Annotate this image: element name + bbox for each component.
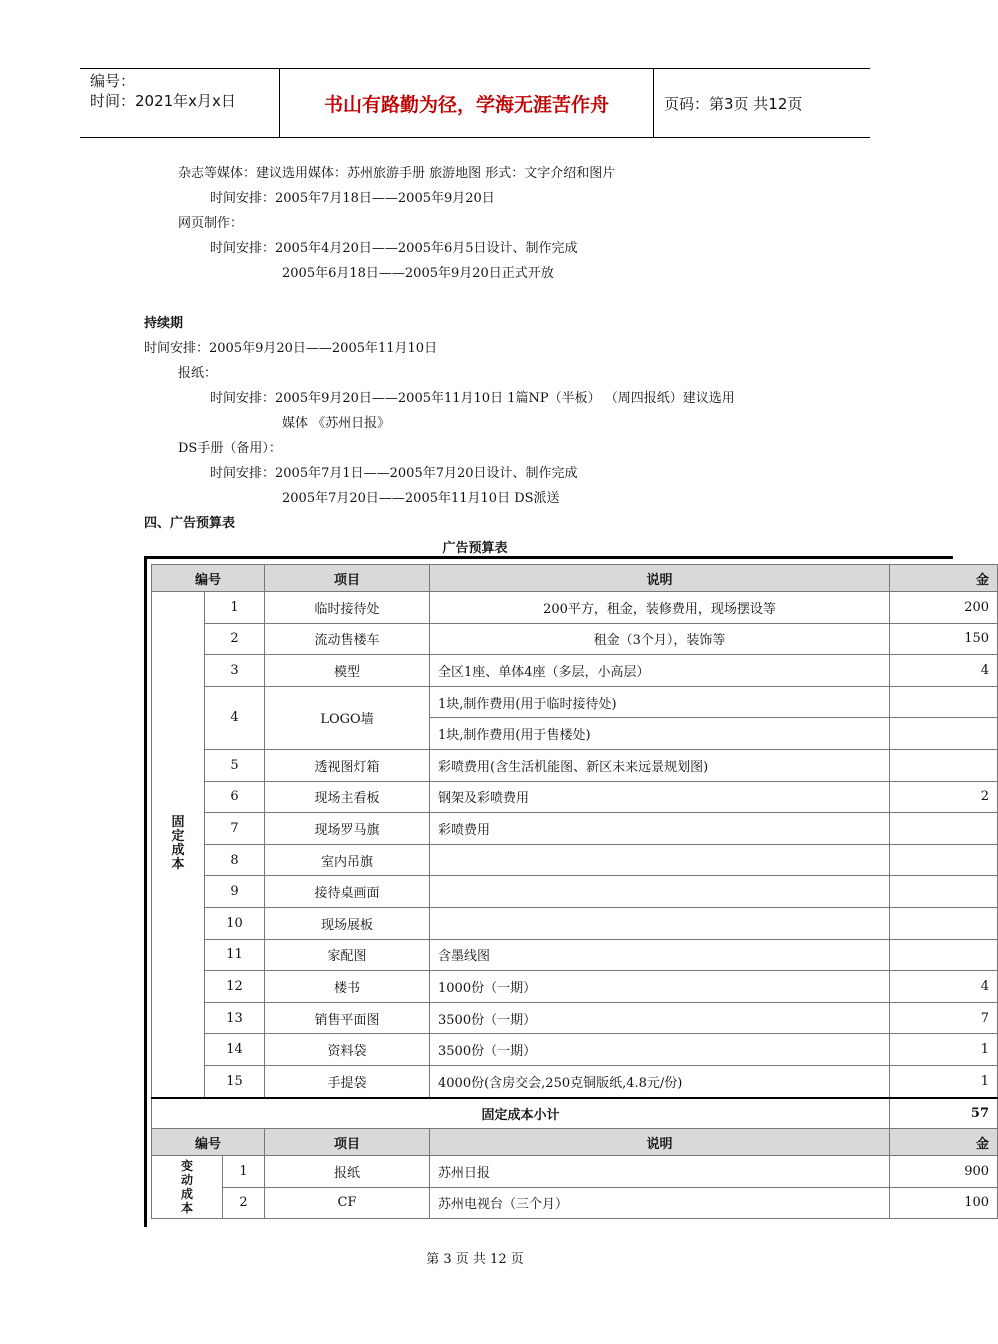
row-amount: 1 [890,1034,998,1066]
body-line: 网页制作： [178,216,244,231]
header-amount: 金 [890,565,998,592]
group-label-char: 定 [171,829,185,845]
row-amount: 100 [890,1187,998,1219]
table-header-row [152,565,998,592]
page-footer: 第 3 页 共 12 页 [426,1252,524,1267]
row-item: 临时接待处 [265,592,430,624]
row-amount [890,749,998,781]
row-desc: 1块,制作费用(用于临时接待处) [430,686,890,718]
row-amount: 7 [890,1002,998,1034]
row-desc: 200平方，租金，装修费用，现场摆设等 [430,592,890,624]
body-line: 时间安排：2005年7月18日——2005年9月20日 [210,191,495,206]
row-item: 流动售楼车 [265,623,430,655]
row-desc: 3500份（一期） [430,1002,890,1034]
row-item: 模型 [265,655,430,687]
row-no: 13 [205,1002,265,1034]
header-desc: 说明 [430,565,890,592]
row-no: 10 [205,907,265,939]
row-amount: 150 [890,623,998,655]
row-no: 14 [205,1034,265,1066]
row-desc: 全区1座、单体4座（多层，小高层） [430,655,890,687]
header-desc: 说明 [430,1129,890,1156]
row-item: 现场展板 [265,907,430,939]
body-line: 报纸： [178,366,218,381]
group-label-char: 本 [180,1201,193,1216]
row-no: 12 [205,971,265,1003]
body-line: 杂志等媒体：建议选用媒体：苏州旅游手册 旅游地图 形式：文字介绍和图片 [178,166,616,181]
table-row [152,907,998,939]
table-row [152,813,998,845]
body-line: 时间安排：2005年9月20日——2005年11月10日 [144,341,438,356]
row-item: 家配图 [265,939,430,971]
row-desc: 彩喷费用 [430,813,890,845]
header-no: 编号 [152,565,265,592]
row-amount [890,686,998,718]
header-time: 时间：2021年x月x日 [90,92,236,110]
row-no: 5 [205,749,265,781]
group-label-char: 固 [171,815,185,831]
body-line: 媒体 《苏州日报》 [282,416,391,431]
table-header-row [152,1129,998,1156]
row-amount: 1 [890,1065,998,1097]
group-label-char: 动 [180,1173,193,1188]
row-amount: 200 [890,592,998,624]
subtotal-amount: 57 [890,1098,998,1130]
row-amount: 4 [890,655,998,687]
page-header [80,68,870,138]
table-row [152,1065,998,1097]
budget-table-frame [144,556,990,1227]
table-row [152,939,998,971]
row-no: 4 [205,686,265,749]
row-amount [890,907,998,939]
row-item: 报纸 [265,1156,430,1188]
row-item: CF [265,1187,430,1219]
row-amount [890,939,998,971]
row-item: 室内吊旗 [265,844,430,876]
subtotal-label: 固定成本小计 [152,1098,890,1130]
row-desc [430,876,890,908]
table-row [152,781,998,813]
header-slogan: 书山有路勤为径，学海无涯苦作舟 [280,69,654,137]
row-amount: 900 [890,1156,998,1188]
row-amount: 2 [890,781,998,813]
table-row [152,1156,998,1188]
row-item: 楼书 [265,971,430,1003]
row-desc: 含墨线图 [430,939,890,971]
header-number: 编号： [90,72,136,90]
row-no: 1 [205,592,265,624]
table-row [152,1187,998,1219]
fixed-cost-table [151,564,998,1130]
row-desc: 租金（3个月），装饰等 [430,623,890,655]
header-amount: 金 [890,1129,998,1156]
row-desc: 1块,制作费用(用于售楼处) [430,718,890,750]
table-row [152,1034,998,1066]
row-item: 销售平面图 [265,1002,430,1034]
group-label-char: 成 [180,1187,193,1202]
table-row [152,1002,998,1034]
row-item: 现场罗马旗 [265,813,430,845]
body-line: 时间安排：2005年7月1日——2005年7月20日设计、制作完成 [210,466,578,481]
row-item: 接待桌画面 [265,876,430,908]
group-label-char: 成 [171,843,185,859]
row-item: 现场主看板 [265,781,430,813]
header-item: 项目 [265,1129,430,1156]
row-item: 手提袋 [265,1065,430,1097]
table-row [152,592,998,624]
row-no: 1 [223,1156,265,1188]
row-item: 透视图灯箱 [265,749,430,781]
row-desc: 4000份(含房交会,250克铜版纸,4.8元/份) [430,1065,890,1097]
table-row [152,749,998,781]
row-no: 2 [205,623,265,655]
body-line: DS手册（备用）： [178,441,282,456]
header-meta [80,69,280,137]
subtotal-row [152,1098,998,1130]
row-amount [890,813,998,845]
table-title: 广告预算表 [442,541,508,556]
header-page: 页码：第3页 共12页 [664,94,803,113]
row-desc [430,907,890,939]
row-desc: 苏州日报 [430,1156,890,1188]
body-line: 时间安排：2005年4月20日——2005年6月5日设计、制作完成 [210,241,578,256]
table-row [152,876,998,908]
row-desc: 钢架及彩喷费用 [430,781,890,813]
body-line: 2005年7月20日——2005年11月10日 DS派送 [282,491,560,506]
row-desc: 苏州电视台（三个月） [430,1187,890,1219]
row-item: 资料袋 [265,1034,430,1066]
row-amount: 4 [890,971,998,1003]
variable-cost-table [151,1128,998,1219]
row-no: 7 [205,813,265,845]
body-line: 时间安排：2005年9月20日——2005年11月10日 1篇NP（半板） （周四报纸）建议选用 [210,391,735,406]
table-row [152,655,998,687]
fixed-cost-group-label [152,592,205,1098]
table-row [152,971,998,1003]
row-no: 9 [205,876,265,908]
row-desc [430,844,890,876]
row-desc: 1000份（一期） [430,971,890,1003]
header-no: 编号 [152,1129,265,1156]
section-heading: 四、广告预算表 [144,516,236,531]
table-row [152,686,998,718]
row-no: 2 [223,1187,265,1219]
row-no: 8 [205,844,265,876]
row-no: 15 [205,1065,265,1097]
row-desc: 彩喷费用(含生活机能图、新区未来远景规划图) [430,749,890,781]
row-no: 6 [205,781,265,813]
table-row [152,623,998,655]
row-item: LOGO墙 [265,686,430,749]
row-amount [890,876,998,908]
body-line: 2005年6月18日——2005年9月20日正式开放 [282,266,554,281]
row-no: 11 [205,939,265,971]
row-desc: 3500份（一期） [430,1034,890,1066]
group-label-char: 变 [180,1159,193,1174]
row-amount [890,718,998,750]
row-amount [890,844,998,876]
table-row [152,844,998,876]
row-no: 3 [205,655,265,687]
section-heading: 持续期 [144,316,184,331]
group-label-char: 本 [171,857,185,873]
header-item: 项目 [265,565,430,592]
variable-cost-group-label [152,1156,223,1219]
